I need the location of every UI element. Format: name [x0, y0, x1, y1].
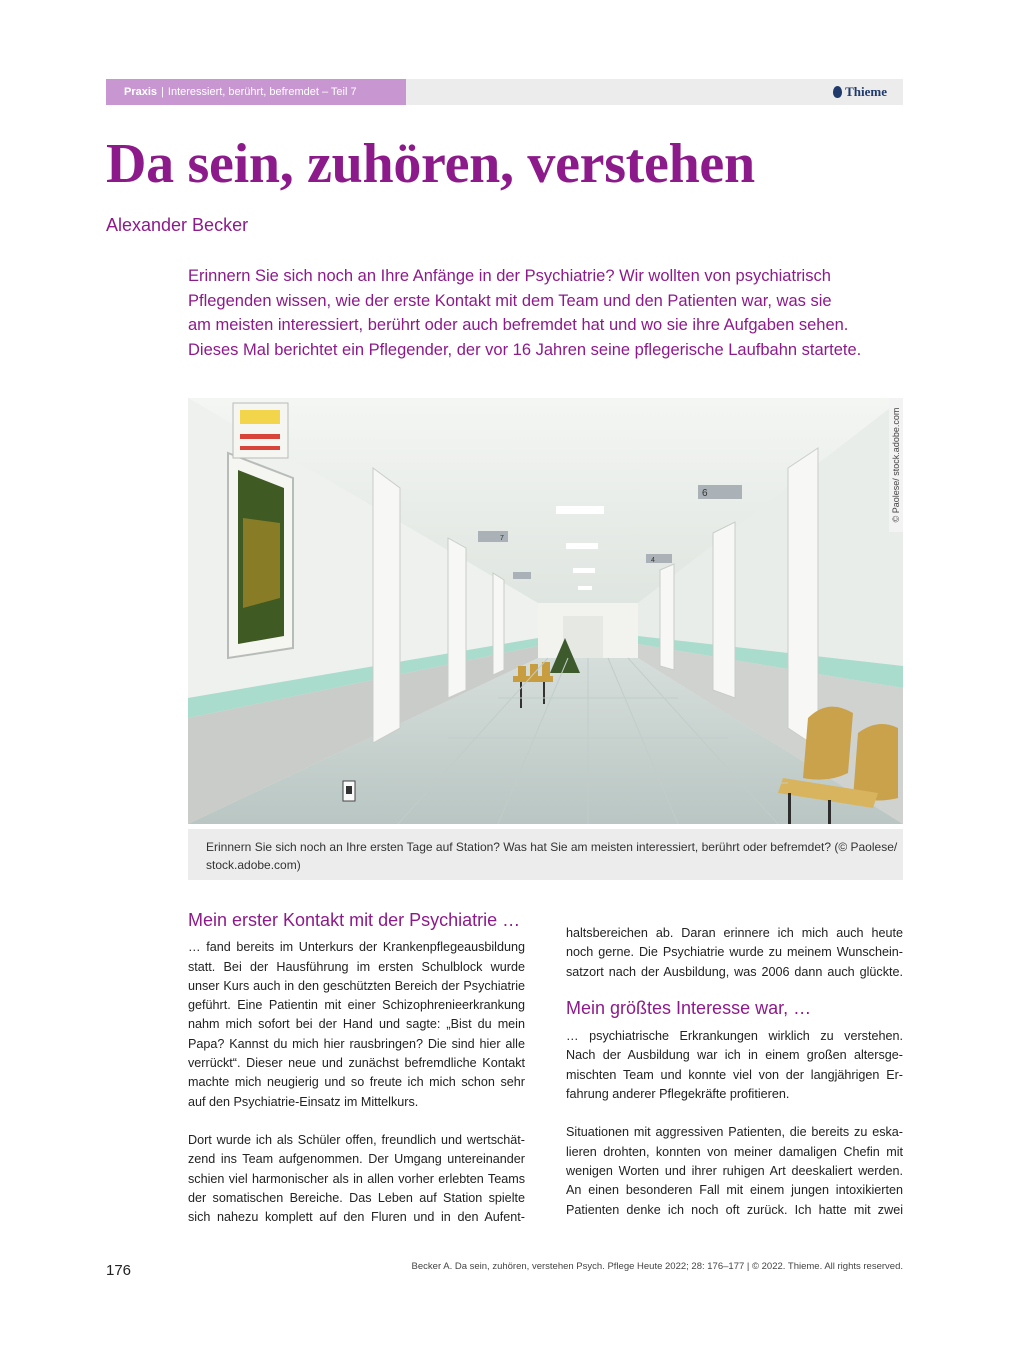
door-number-4: 4 [651, 557, 655, 564]
body-line: verrückt“. Dieser neue und zunächst befremdliche Kontakt [188, 1056, 525, 1071]
body-line: fahrung anderer Pflegekräfte profitieren. [566, 1087, 790, 1102]
caption-line: Erinnern Sie sich noch an Ihre ersten Tage auf Station? Was hat Sie am meisten interessiert, berührt oder befremdet? (© Paolese/ [206, 840, 898, 854]
body-line: haltsbereichen ab. Daran erinnere ich mich auch heute [566, 926, 903, 940]
body-line: auf den Psychiatrie-Einsatz im Mittelkurs. [188, 1094, 419, 1109]
door-number-7: 7 [500, 535, 504, 542]
citation-footer: Becker A. Da sein, zuhören, verstehen Psych. Pflege Heute 2022; 28: 176–177 | © 2022. Thieme. All rights reserved. [411, 1261, 903, 1272]
right-column [566, 924, 903, 1220]
body-line: statt. Bei der Hausführung im ersten Schulblock wurde [188, 959, 525, 974]
publisher-name: Thieme [845, 84, 887, 99]
section-separator: | [161, 86, 164, 98]
photo-credit [889, 398, 903, 532]
figure-caption [188, 829, 903, 880]
body-line: An einen besonderen Fall mit einem jungen intoxikierten [566, 1183, 903, 1198]
body-line: noch gerne. Die Psychiatrie wurde zu meinem Wunschein- [566, 945, 903, 960]
article-title: Da sein, zuhören, verstehen [106, 133, 755, 195]
publisher-logo [833, 79, 887, 105]
body-line: machte mich neugierig und so freute ich mich schon sehr [188, 1075, 525, 1090]
body-line: unser Kurs auch in den geschützten Bereich der Psychiatrie [188, 978, 525, 993]
series-label: Interessiert, berührt, befremdet – Teil 7 [167, 86, 357, 98]
body-line: mischten Team und konnte viel von der langjährigen Er- [566, 1067, 903, 1082]
left-column [188, 911, 525, 1227]
body-line: wenigen Worten und ihrer ruhigen Art deeskaliert werden. [566, 1163, 903, 1178]
section-label: Praxis [124, 86, 158, 98]
body-line: … psychiatrische Erkrankungen wirklich zu verstehen. [566, 1029, 903, 1044]
lead-line: am meisten interessiert, berührt oder auch befremdet hat und wo sie ihre Aufgaben sehen. [188, 316, 849, 334]
body-line: zend ins Team aufgenommen. Der Umgang untereinander [188, 1152, 525, 1167]
body-line: Papa? Kannst du mich hier rausbringen? Die sind hier alle [188, 1036, 525, 1051]
lead-paragraph [188, 264, 903, 362]
body-line: sich nahezu komplett auf den Fluren und in den Aufent- [188, 1210, 525, 1225]
body-line: Dort wurde ich als Schüler offen, freundlich und wertschät- [188, 1132, 525, 1147]
body-line: geführt. Eine Patientin mit einer Schizophrenieerkrankung [188, 998, 525, 1013]
running-header [106, 79, 903, 105]
body-line: Nach der Ausbildung war ich in einem großen altersge- [566, 1048, 903, 1063]
body-line: … fand bereits im Unterkurs der Krankenpflegeausbildung [188, 940, 525, 955]
body-line: satzort nach der Ausbildung, was 2006 dann auch glückte. [566, 964, 903, 979]
lead-line: Erinnern Sie sich noch an Ihre Anfänge in der Psychiatrie? Wir wollten von psychiatrisch [188, 267, 831, 285]
body-line: Patienten denke ich noch oft zurück. Ich hatte mit zwei [566, 1202, 903, 1217]
door-number-6: 6 [702, 488, 708, 499]
thieme-logo-icon [833, 86, 842, 98]
body-line: Situationen mit aggressiven Patienten, die bereits zu eska- [566, 1125, 903, 1140]
section-heading-greatest-interest: Mein größtes Interesse war, … [566, 997, 812, 1018]
section-tag [106, 79, 406, 105]
caption-line: stock.adobe.com) [206, 858, 301, 872]
body-line: nahm mich sofort bei der Hand und sagte: „Bist du mein [188, 1017, 525, 1032]
body-line: schien viel harmonischer als in allen vorher erlebten Teams [188, 1171, 525, 1186]
section-heading-first-contact: Mein erster Kontakt mit der Psychiatrie … [188, 910, 521, 930]
page-number: 176 [106, 1262, 132, 1279]
body-line: der somatischen Bereiche. Das Leben auf Station spielte [188, 1190, 525, 1205]
lead-line: Dieses Mal berichtet ein Pflegender, der vor 16 Jahren seine pflegerische Laufbahn startete. [188, 340, 862, 359]
lead-line: Pflegenden wissen, wie der erste Kontakt mit dem Team und den Patienten war, was sie [188, 291, 832, 310]
body-line: lieren drohten, konnten von meiner damaligen Chefin mit [566, 1144, 903, 1159]
hospital-corridor-photo [188, 398, 903, 824]
article-author: Alexander Becker [106, 215, 249, 235]
photo-credit-text: © Paolese/ stock.adobe.com [891, 407, 901, 523]
